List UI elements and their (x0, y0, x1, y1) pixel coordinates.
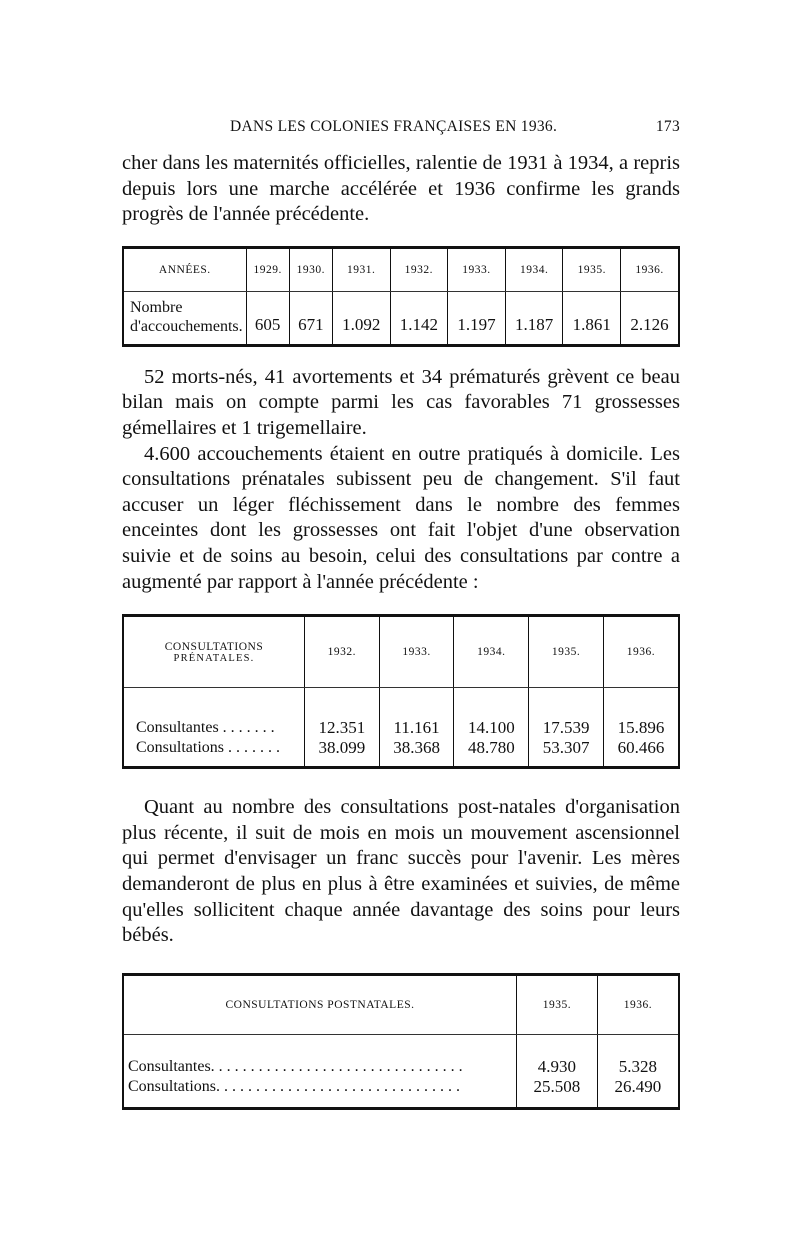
table-cell: 11.161 (379, 688, 454, 739)
table-row (123, 1034, 679, 1077)
table-row (123, 738, 679, 768)
table-row (123, 291, 679, 345)
table-cell: 671 (289, 291, 332, 345)
year-header: 1929. (246, 247, 289, 291)
year-header: 1930. (289, 247, 332, 291)
row-label: Consultantes . . . . . . . (136, 719, 275, 737)
year-header: 1934. (505, 247, 563, 291)
page-number: 173 (655, 118, 680, 135)
table-cell: 5.328 (597, 1034, 679, 1077)
table-cell: 1.142 (390, 291, 448, 345)
table-header-row (123, 616, 679, 688)
table-cell: 26.490 (597, 1077, 679, 1109)
year-header: 1933. (379, 616, 454, 688)
paragraph-3: 4.600 accouchements étaient en outre pratiqués à domicile. Les consultations prénatales subissent peu de changement. S'il faut accuser un léger fléchissement dans le nombre des femmes enceintes dont les grossesses ont fait l'objet d'une observation suivie et de soins au besoin, celui des consultations par contre a augmenté par rapport à l'année précédente : (122, 442, 680, 593)
table-header-row (123, 247, 679, 291)
accouchements-table (122, 246, 680, 347)
year-header: 1934. (454, 616, 529, 688)
table-cell: 1.187 (505, 291, 563, 345)
table-cell: 17.539 (529, 688, 604, 739)
running-title: DANS LES COLONIES FRANÇAISES EN 1936. (230, 118, 558, 135)
row-label: Nombre d'accouchements. (130, 298, 243, 335)
year-header: 1936. (621, 247, 679, 291)
table-cell: 1.092 (332, 291, 390, 345)
header-line: CONSULTATIONS (164, 640, 264, 653)
table-header-row (123, 974, 679, 1034)
prenatal-header (123, 616, 305, 688)
paragraph-4: Quant au nombre des consultations post-natales d'organisation plus récente, il suit de mois en mois un mouvement ascensionnel qui permet d'envisager un franc succès pour l'avenir. Les mères demanderont de plus en plus à être examinées et suivies, de même qu'elles sollicitent chaque année davantage des soins pour leurs bébés. (122, 796, 680, 947)
table-cell: 38.368 (379, 738, 454, 768)
table-cell: 60.466 (603, 738, 679, 768)
table-cell: 1.197 (448, 291, 506, 345)
table-cell: 605 (246, 291, 289, 345)
paragraph-2: 52 morts-nés, 41 avortements et 34 prématurés grèvent ce beau bilan mais on compte parmi les cas favorables 71 grossesses gémellaires et 1 trigemellaire. (122, 365, 680, 439)
table-cell: 14.100 (454, 688, 529, 739)
year-header: 1932. (305, 616, 380, 688)
table-cell: 38.099 (305, 738, 380, 768)
table-cell: 2.126 (621, 291, 679, 345)
prenatal-consultations-table (122, 614, 680, 769)
year-header: 1936. (603, 616, 679, 688)
row-label: Consultantes. . . . . . . . . . . . . . . . . . . . . . . . . . . . . . . . (128, 1057, 463, 1075)
header-line: PRÉNATALES. (173, 652, 255, 664)
year-header: 1936. (597, 974, 679, 1034)
table-cell: 12.351 (305, 688, 380, 739)
paragraph-1: cher dans les maternités officielles, ralentie de 1931 à 1934, a repris depuis lors une marche accélérée et 1936 confirme les grands progrès de l'année précédente. (122, 152, 680, 226)
table-cell: 25.508 (517, 1077, 598, 1109)
page (122, 118, 680, 1110)
table-row (123, 688, 679, 739)
postnatal-header: CONSULTATIONS POSTNATALES. (123, 974, 517, 1034)
table-cell: 53.307 (529, 738, 604, 768)
table-cell: 15.896 (603, 688, 679, 739)
year-header: 1931. (332, 247, 390, 291)
year-header: 1932. (390, 247, 448, 291)
years-header: ANNÉES. (123, 247, 246, 291)
table-row (123, 1077, 679, 1109)
row-label: Consultations . . . . . . . (136, 739, 281, 757)
year-header: 1935. (517, 974, 598, 1034)
table-cell: 1.861 (563, 291, 621, 345)
year-header: 1933. (448, 247, 506, 291)
year-header: 1935. (529, 616, 604, 688)
running-head (122, 118, 680, 144)
table-cell: 48.780 (454, 738, 529, 768)
postnatal-consultations-table (122, 973, 680, 1110)
table-cell: 4.930 (517, 1034, 598, 1077)
year-header: 1935. (563, 247, 621, 291)
row-label: Consultations. . . . . . . . . . . . . . . . . . . . . . . . . . . . . . . (128, 1077, 461, 1095)
